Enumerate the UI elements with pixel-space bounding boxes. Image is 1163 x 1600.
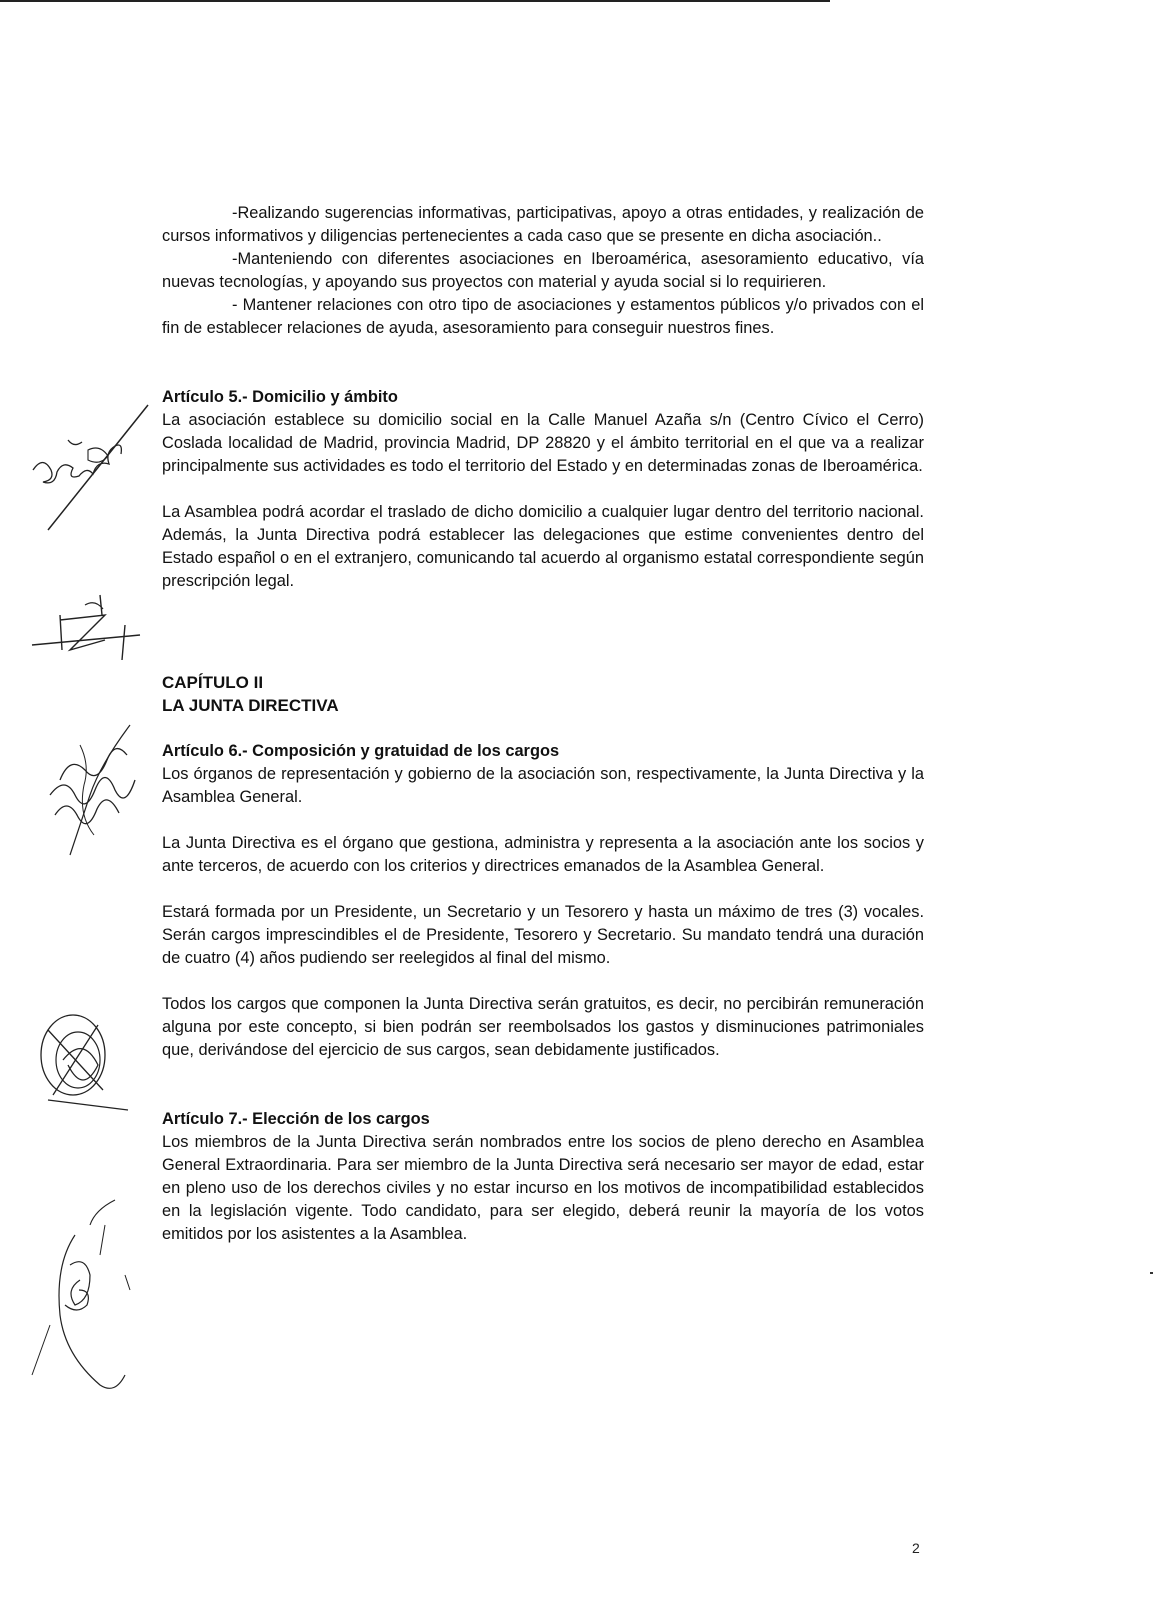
document-body: [162, 202, 924, 1246]
paragraph-mantener: - Mantener relaciones con otro tipo de asociaciones y estamentos públicos y/o privados con el fin de establecer relaciones de ayuda, asesoramiento para conseguir nuestros fines.: [162, 296, 924, 337]
article-5-heading: Artículo 5.- Domicilio y ámbito: [162, 388, 398, 406]
margin-signature-3: [30, 705, 150, 875]
margin-signature-5: [30, 1195, 140, 1395]
article-5-paragraph-1: La asociación establece su domicilio social en la Calle Manuel Azaña s/n (Centro Cívico el Cerro) Coslada localidad de Madrid, provincia Madrid, DP 28820 y el ámbito territorial en el que va a realizar principalmente sus actividades es todo el territorio del Estado y en determinadas zonas de Iberoamérica.: [162, 411, 924, 475]
article-6-paragraph-3: Estará formada por un Presidente, un Secretario y un Tesorero y hasta un máximo de tres (3) vocales. Serán cargos imprescindibles el de Presidente, Tesorero y Secretario. Su mandato tendrá una duración de cuatro (4) años pudiendo ser reelegidos al final del mismo.: [162, 903, 924, 967]
page-number: 2: [912, 1540, 920, 1556]
article-7-heading: Artículo 7.- Elección de los cargos: [162, 1110, 430, 1128]
article-7-paragraph-1: Los miembros de la Junta Directiva serán nombrados entre los socios de pleno derecho en Asamblea General Extraordinaria. Para ser miembro de la Junta Directiva será necesario ser mayor de edad, estar en pleno uso de los derechos civiles y no estar incurso en los motivos de incompatibilidad establecidos en la legislación vigente. Todo candidato, para ser elegido, deberá reunir la mayoría de los votos emitidos por los asistentes a la Asamblea.: [162, 1133, 924, 1243]
scan-speck: [1150, 1272, 1153, 1274]
chapter-title: LA JUNTA DIRECTIVA: [162, 696, 339, 715]
article-6-paragraph-2: La Junta Directiva es el órgano que gestiona, administra y representa a la asociación ante los socios y ante terceros, de acuerdo con los criterios y directrices emanados de la Asamblea General.: [162, 834, 924, 875]
article-6-paragraph-1: Los órganos de representación y gobierno de la asociación son, respectivamente, la Junta Directiva y la Asamblea General.: [162, 765, 924, 806]
article-6-heading: Artículo 6.- Composición y gratuidad de los cargos: [162, 742, 560, 760]
margin-signature-4: [28, 1000, 138, 1130]
scan-edge-line: [0, 0, 830, 2]
paragraph-realizando: -Realizando sugerencias informativas, participativas, apoyo a otras entidades, y realización de cursos informativos y diligencias pertenecientes a cada caso que se presente en dicha asociación..: [162, 204, 924, 245]
article-6-paragraph-4: Todos los cargos que componen la Junta Directiva serán gratuitos, es decir, no percibirán remuneración alguna por este concepto, si bien podrán ser reembolsados los gastos y disminuciones patrimoniales que, derivándose del ejercicio de sus cargos, sean debidamente justificados.: [162, 995, 924, 1059]
margin-signature-1: [28, 400, 158, 540]
article-5-paragraph-2: La Asamblea podrá acordar el traslado de dicho domicilio a cualquier lugar dentro del territorio nacional. Además, la Junta Directiva podrá establecer las delegaciones que estime convenientes dentro del Estado español o en el extranjero, comunicando tal acuerdo al organismo estatal correspondiente según prescripción legal.: [162, 503, 924, 590]
margin-signature-2: [30, 575, 150, 665]
chapter-number: CAPÍTULO II: [162, 673, 264, 692]
paragraph-manteniendo: -Manteniendo con diferentes asociaciones en Iberoamérica, asesoramiento educativo, vía nuevas tecnologías, y apoyando sus proyectos con material y ayuda social si lo requirieren.: [162, 250, 924, 291]
